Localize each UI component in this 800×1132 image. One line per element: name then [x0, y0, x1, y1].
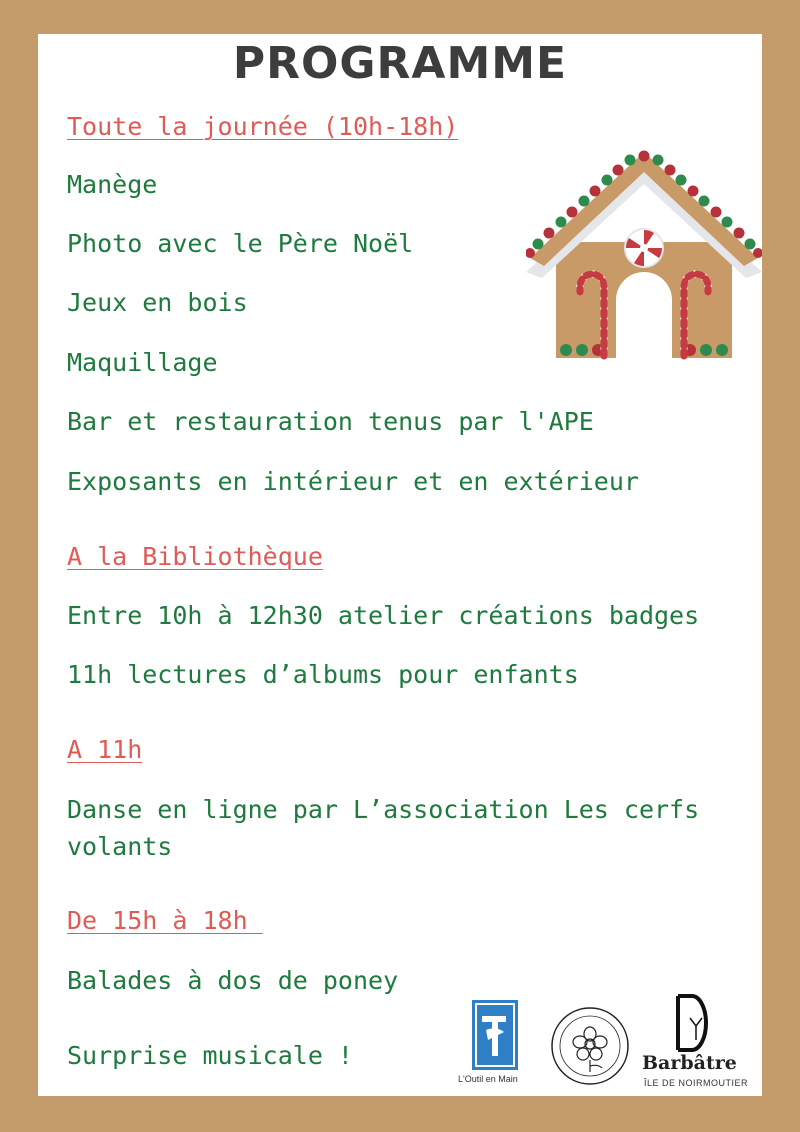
gingerbread-house-icon: [526, 150, 762, 364]
section-heading-library: A la Bibliothèque: [67, 542, 323, 571]
outil-en-main-logo: [472, 1000, 518, 1070]
list-item: Maquillage: [67, 348, 218, 377]
barbatre-subtitle: ÎLE DE NOIRMOUTIER: [644, 1078, 749, 1088]
barbatre-logo: [670, 992, 710, 1054]
program-sheet: [38, 34, 762, 1096]
rose-des-dunes-logo: [550, 1006, 630, 1086]
page-title: PROGRAMME: [232, 38, 568, 89]
section-heading-afternoon: De 15h à 18h: [67, 906, 263, 935]
list-item: 11h lectures d’albums pour enfants: [67, 660, 579, 689]
section-heading-all-day: Toute la journée (10h-18h): [67, 112, 459, 141]
outil-en-main-caption: L'Outil en Main: [458, 1074, 518, 1084]
list-item: Surprise musicale !: [67, 1041, 353, 1070]
list-item: Exposants en intérieur et en extérieur: [67, 467, 639, 496]
list-item: Manège: [67, 170, 158, 199]
barbatre-name: Barbâtre: [642, 1052, 737, 1074]
list-item: Entre 10h à 12h30 atelier créations badges: [67, 601, 700, 630]
list-item: Bar et restauration tenus par l'APE: [67, 407, 594, 436]
section-heading-11h: A 11h: [67, 735, 143, 764]
list-item: Jeux en bois: [67, 288, 248, 317]
list-item: Danse en ligne par L’association Les cerfs volants: [67, 795, 700, 861]
list-item: Photo avec le Père Noël: [67, 229, 414, 258]
list-item: Balades à dos de poney: [67, 966, 399, 995]
